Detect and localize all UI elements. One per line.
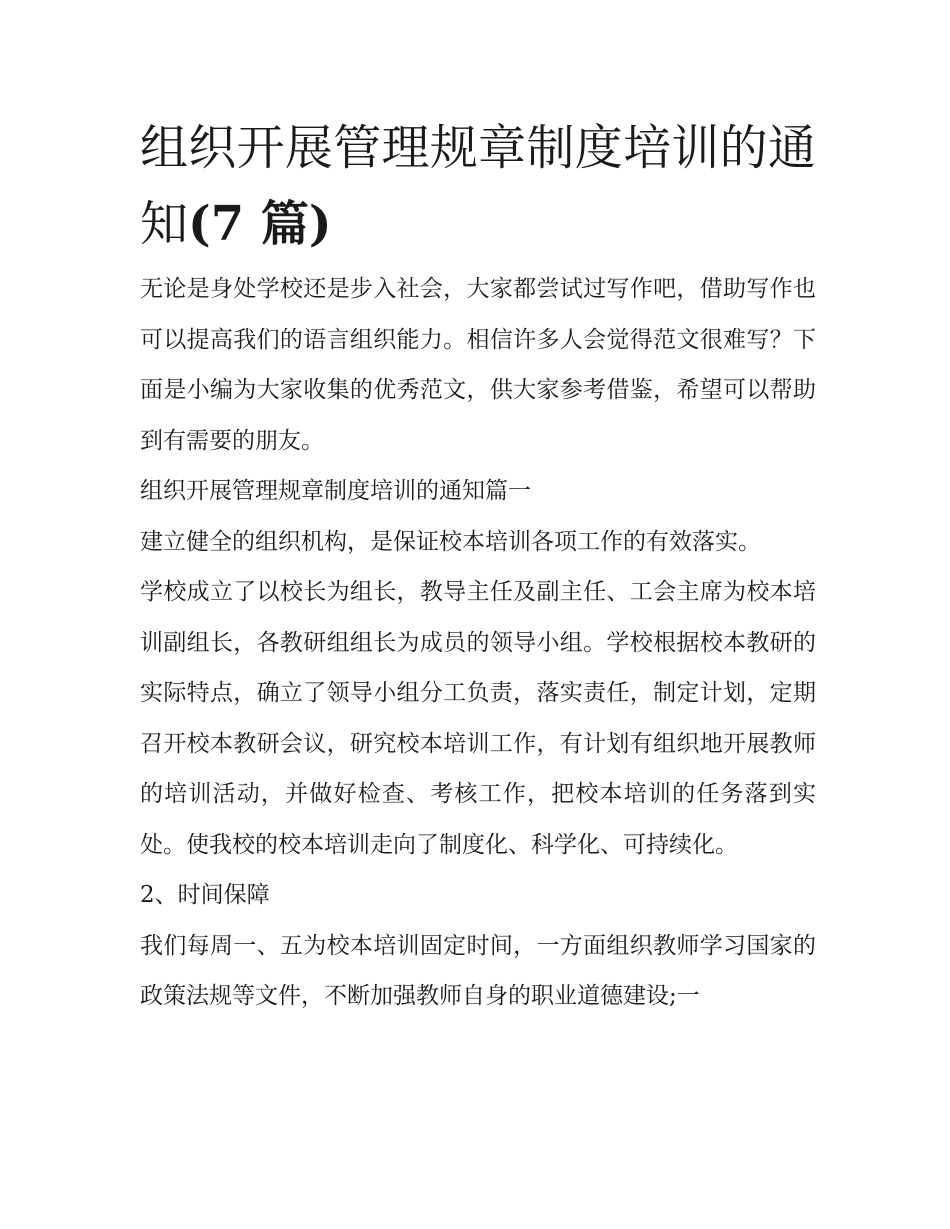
subsection-heading: 2、时间保障 [140, 882, 270, 908]
body-paragraph: 建立健全的组织机构，是保证校本培训各项工作的有效落实。 [140, 528, 761, 555]
document-content [140, 110, 816, 1022]
document-title [140, 110, 816, 262]
title-count: (7 篇) [188, 196, 332, 252]
section-heading: 组织开展管理规章制度培训的通知篇一 [140, 478, 531, 504]
title-text: 组织开展管理规章制度培训的通知 [140, 120, 816, 252]
body-paragraph: 学校成立了以校长为组长，教导主任及副主任、工会主席为校本培训副组长，各教研组组长为成员的领导小组。学校根据校本教研的实际特点，确立了领导小组分工负责，落实责任，制定计划，定期召开校本教研会议，研究校本培训工作，有计划有组织地开展教师的培训活动，并做好检查、考核工作，把校本培训的任务落到实处。使我校的校本培训走向了制度化、科学化、可持续化。 [140, 579, 816, 858]
document-body [140, 264, 816, 1022]
body-paragraph: 我们每周一、五为校本培训固定时间，一方面组织教师学习国家的政策法规等文件，不断加强教师自身的职业道德建设;一 [140, 932, 816, 1009]
intro-paragraph: 无论是身处学校还是步入社会，大家都尝试过写作吧，借助写作也可以提高我们的语言组织能力。相信许多人会觉得范文很难写？下面是小编为大家收集的优秀范文，供大家参考借鉴，希望可以帮助到有需要的朋友。 [140, 276, 816, 454]
